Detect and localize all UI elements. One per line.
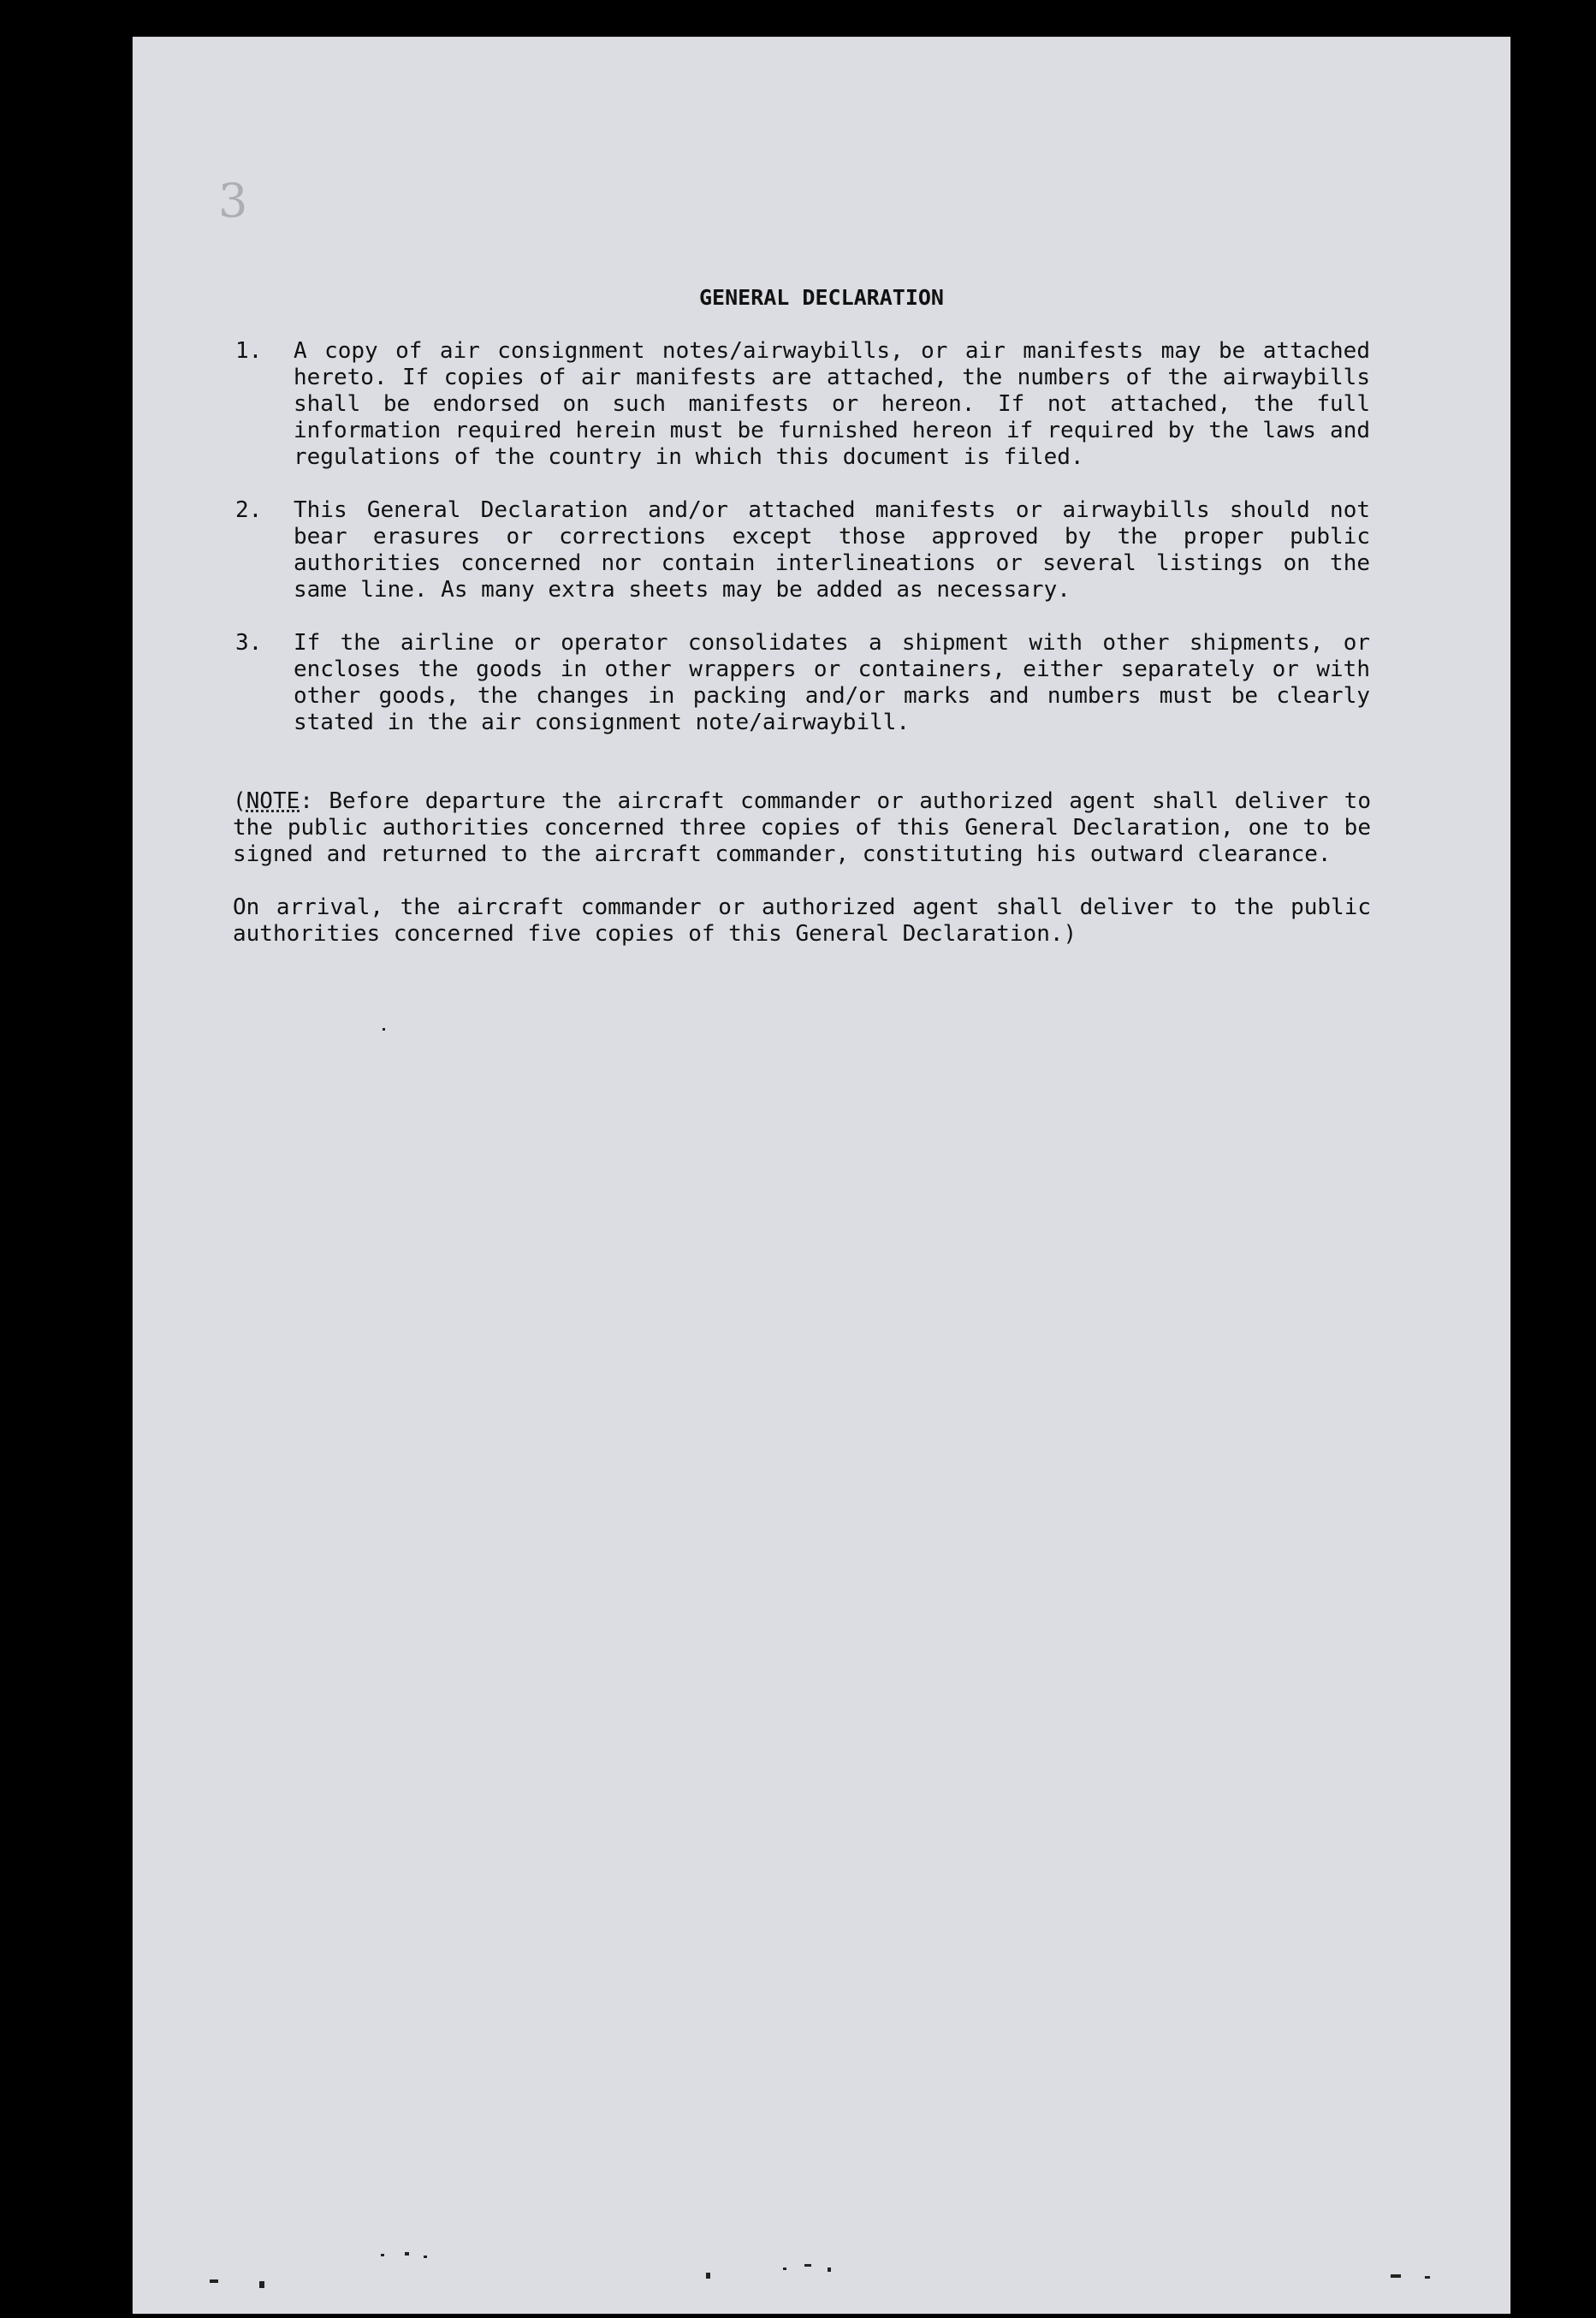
list-item-text: A copy of air consignment notes/airwaybills, or air manifests may be attached hereto. If copies of air manifests are attached, the numbers of the airwaybills shall be endorsed on such manifests or hereon. If not attached, the full information required herein must be furnished hereon if required by the laws and regulations of the country in which this document is filed. <box>294 338 1370 470</box>
speck-mark <box>804 2264 811 2267</box>
speck-mark <box>706 2273 710 2279</box>
list-item-number: 2. <box>235 497 263 523</box>
list-item-number: 3. <box>235 630 263 656</box>
speck-mark <box>210 2279 218 2283</box>
declaration-instructions-list <box>235 338 1370 763</box>
note-colon: : <box>300 788 313 814</box>
list-item-number: 1. <box>235 338 263 364</box>
document-page <box>133 37 1510 2314</box>
document-title: GENERAL DECLARATION <box>699 285 944 310</box>
note-departure-text: Before departure the aircraft commander or authorized agent shall deliver to the public authorities concerned three copies of this General Declaration, one to be signed and returned to the aircraft commander, constituting his outward clearance. <box>233 788 1371 867</box>
speck-mark <box>1425 2276 1430 2279</box>
speck-mark <box>1391 2274 1401 2278</box>
speck-mark <box>783 2267 786 2270</box>
handwritten-page-mark: 3 <box>218 174 248 228</box>
speck-mark <box>383 1028 385 1031</box>
list-item <box>235 497 1370 603</box>
note-arrival-paragraph: On arrival, the aircraft commander or authorized agent shall deliver to the public authorities concerned five copies of this General Declaration.) <box>233 895 1371 947</box>
speck-mark <box>405 2252 409 2256</box>
list-item-text: If the airline or operator consolidates a shipment with other shipments, or encloses the goods in other wrappers or containers, either separately or with other goods, the changes in packing and/or marks and numbers must be clearly stated in the air consignment note/airwaybill. <box>294 630 1370 735</box>
list-item <box>235 338 1370 471</box>
list-item-text: This General Declaration and/or attached manifests or airwaybills should not bear erasures or corrections except those approved by the proper public authorities concerned nor contain interlineations or several listings on the same line. As many extra sheets may be added as necessary. <box>294 497 1370 603</box>
speck-mark <box>259 2281 264 2288</box>
note-departure-paragraph <box>233 788 1371 868</box>
list-item <box>235 630 1370 736</box>
note-label: NOTE <box>246 788 300 814</box>
speck-mark <box>424 2256 427 2258</box>
speck-mark <box>828 2267 831 2272</box>
note-section <box>233 788 1371 974</box>
note-open-paren: ( <box>233 788 246 814</box>
speck-mark <box>381 2254 384 2256</box>
